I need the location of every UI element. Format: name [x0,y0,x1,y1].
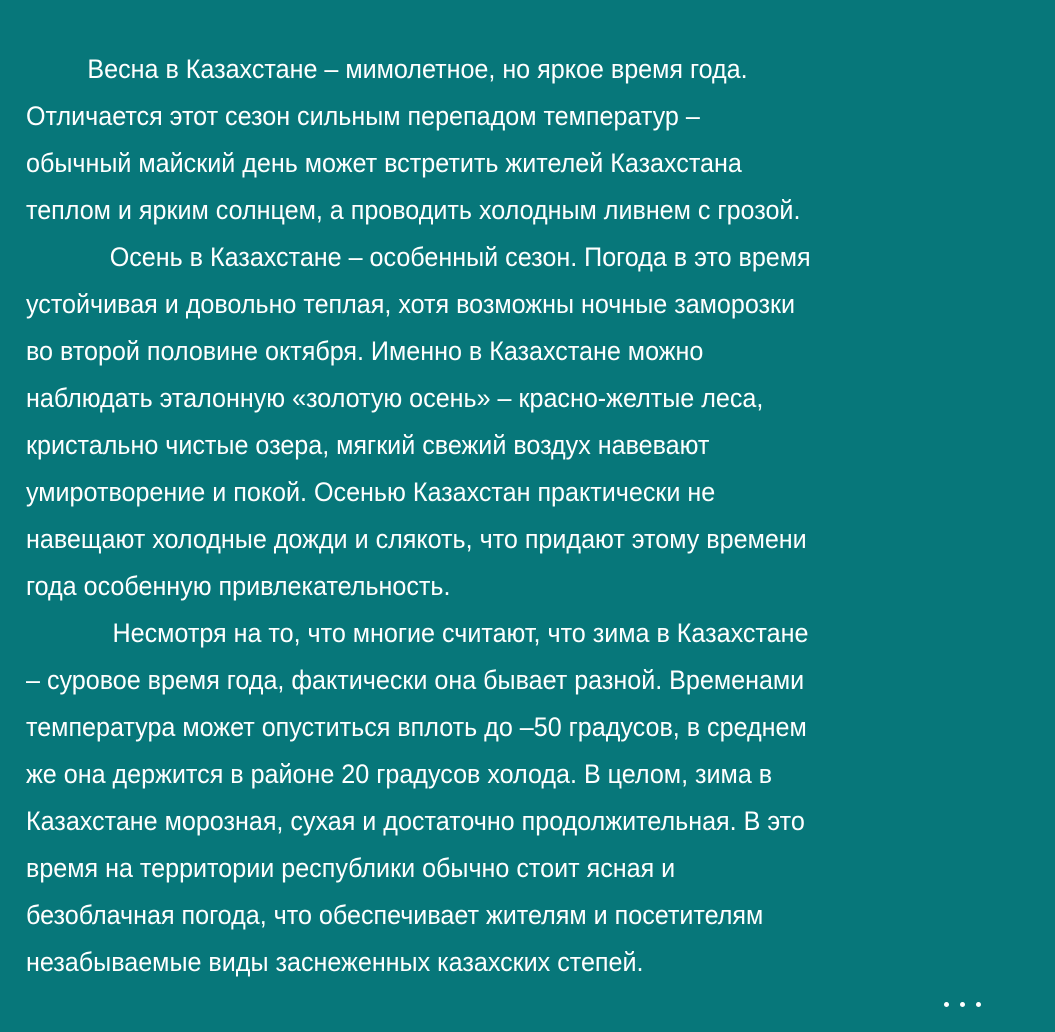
paragraph-line: – суровое время года, фактически она бывает разной. Временами [26,665,805,695]
more-options-button[interactable] [930,992,994,1016]
paragraph-winter [26,610,1036,986]
paragraph-line: теплом и ярким солнцем, а проводить холодным ливнем с грозой. [26,195,801,225]
paragraph-line: обычный майский день может встретить жителей Казахстана [26,148,742,178]
more-horizontal-icon [960,1002,965,1007]
paragraph-line: температура может опуститься вплоть до –50 градусов, в среднем [26,712,807,742]
paragraph-line: безоблачная погода, что обеспечивает жителям и посетителям [26,900,764,930]
more-horizontal-icon [976,1002,981,1007]
paragraph-line: кристально чистые озера, мягкий свежий воздух навевают [26,430,710,460]
paragraph-line: Весна в Казахстане – мимолетное, но яркое время года. [87,54,748,84]
paragraph-line: наблюдать эталонную «золотую осень» – красно-желтые леса, [26,383,764,413]
paragraph-line: незабываемые виды заснеженных казахских степей. [26,947,644,977]
paragraph-line: же она держится в районе 20 градусов холода. В целом, зима в [26,759,773,789]
paragraph-autumn [26,234,1036,610]
paragraph-line: Осень в Казахстане – особенный сезон. Погода в это время [109,242,811,272]
paragraph-spring [26,46,1036,234]
paragraph-line: Отличается этот сезон сильным перепадом температур – [26,101,700,131]
paragraph-line: время на территории республики обычно стоит ясная и [26,853,676,883]
paragraph-line: Казахстане морозная, сухая и достаточно продолжительная. В это [26,806,805,836]
paragraph-line: года особенную привлекательность. [26,571,451,601]
paragraph-line: навещают холодные дожди и слякоть, что придают этому времени [26,524,807,554]
paragraph-line: Несмотря на то, что многие считают, что зима в Казахстане [112,618,809,648]
paragraph-line: устойчивая и довольно теплая, хотя возможны ночные заморозки [26,289,796,319]
text-card [26,46,1036,986]
paragraph-line: умиротворение и покой. Осенью Казахстан практически не [26,477,716,507]
paragraph-line: во второй половине октября. Именно в Казахстане можно [26,336,704,366]
more-horizontal-icon [944,1002,949,1007]
